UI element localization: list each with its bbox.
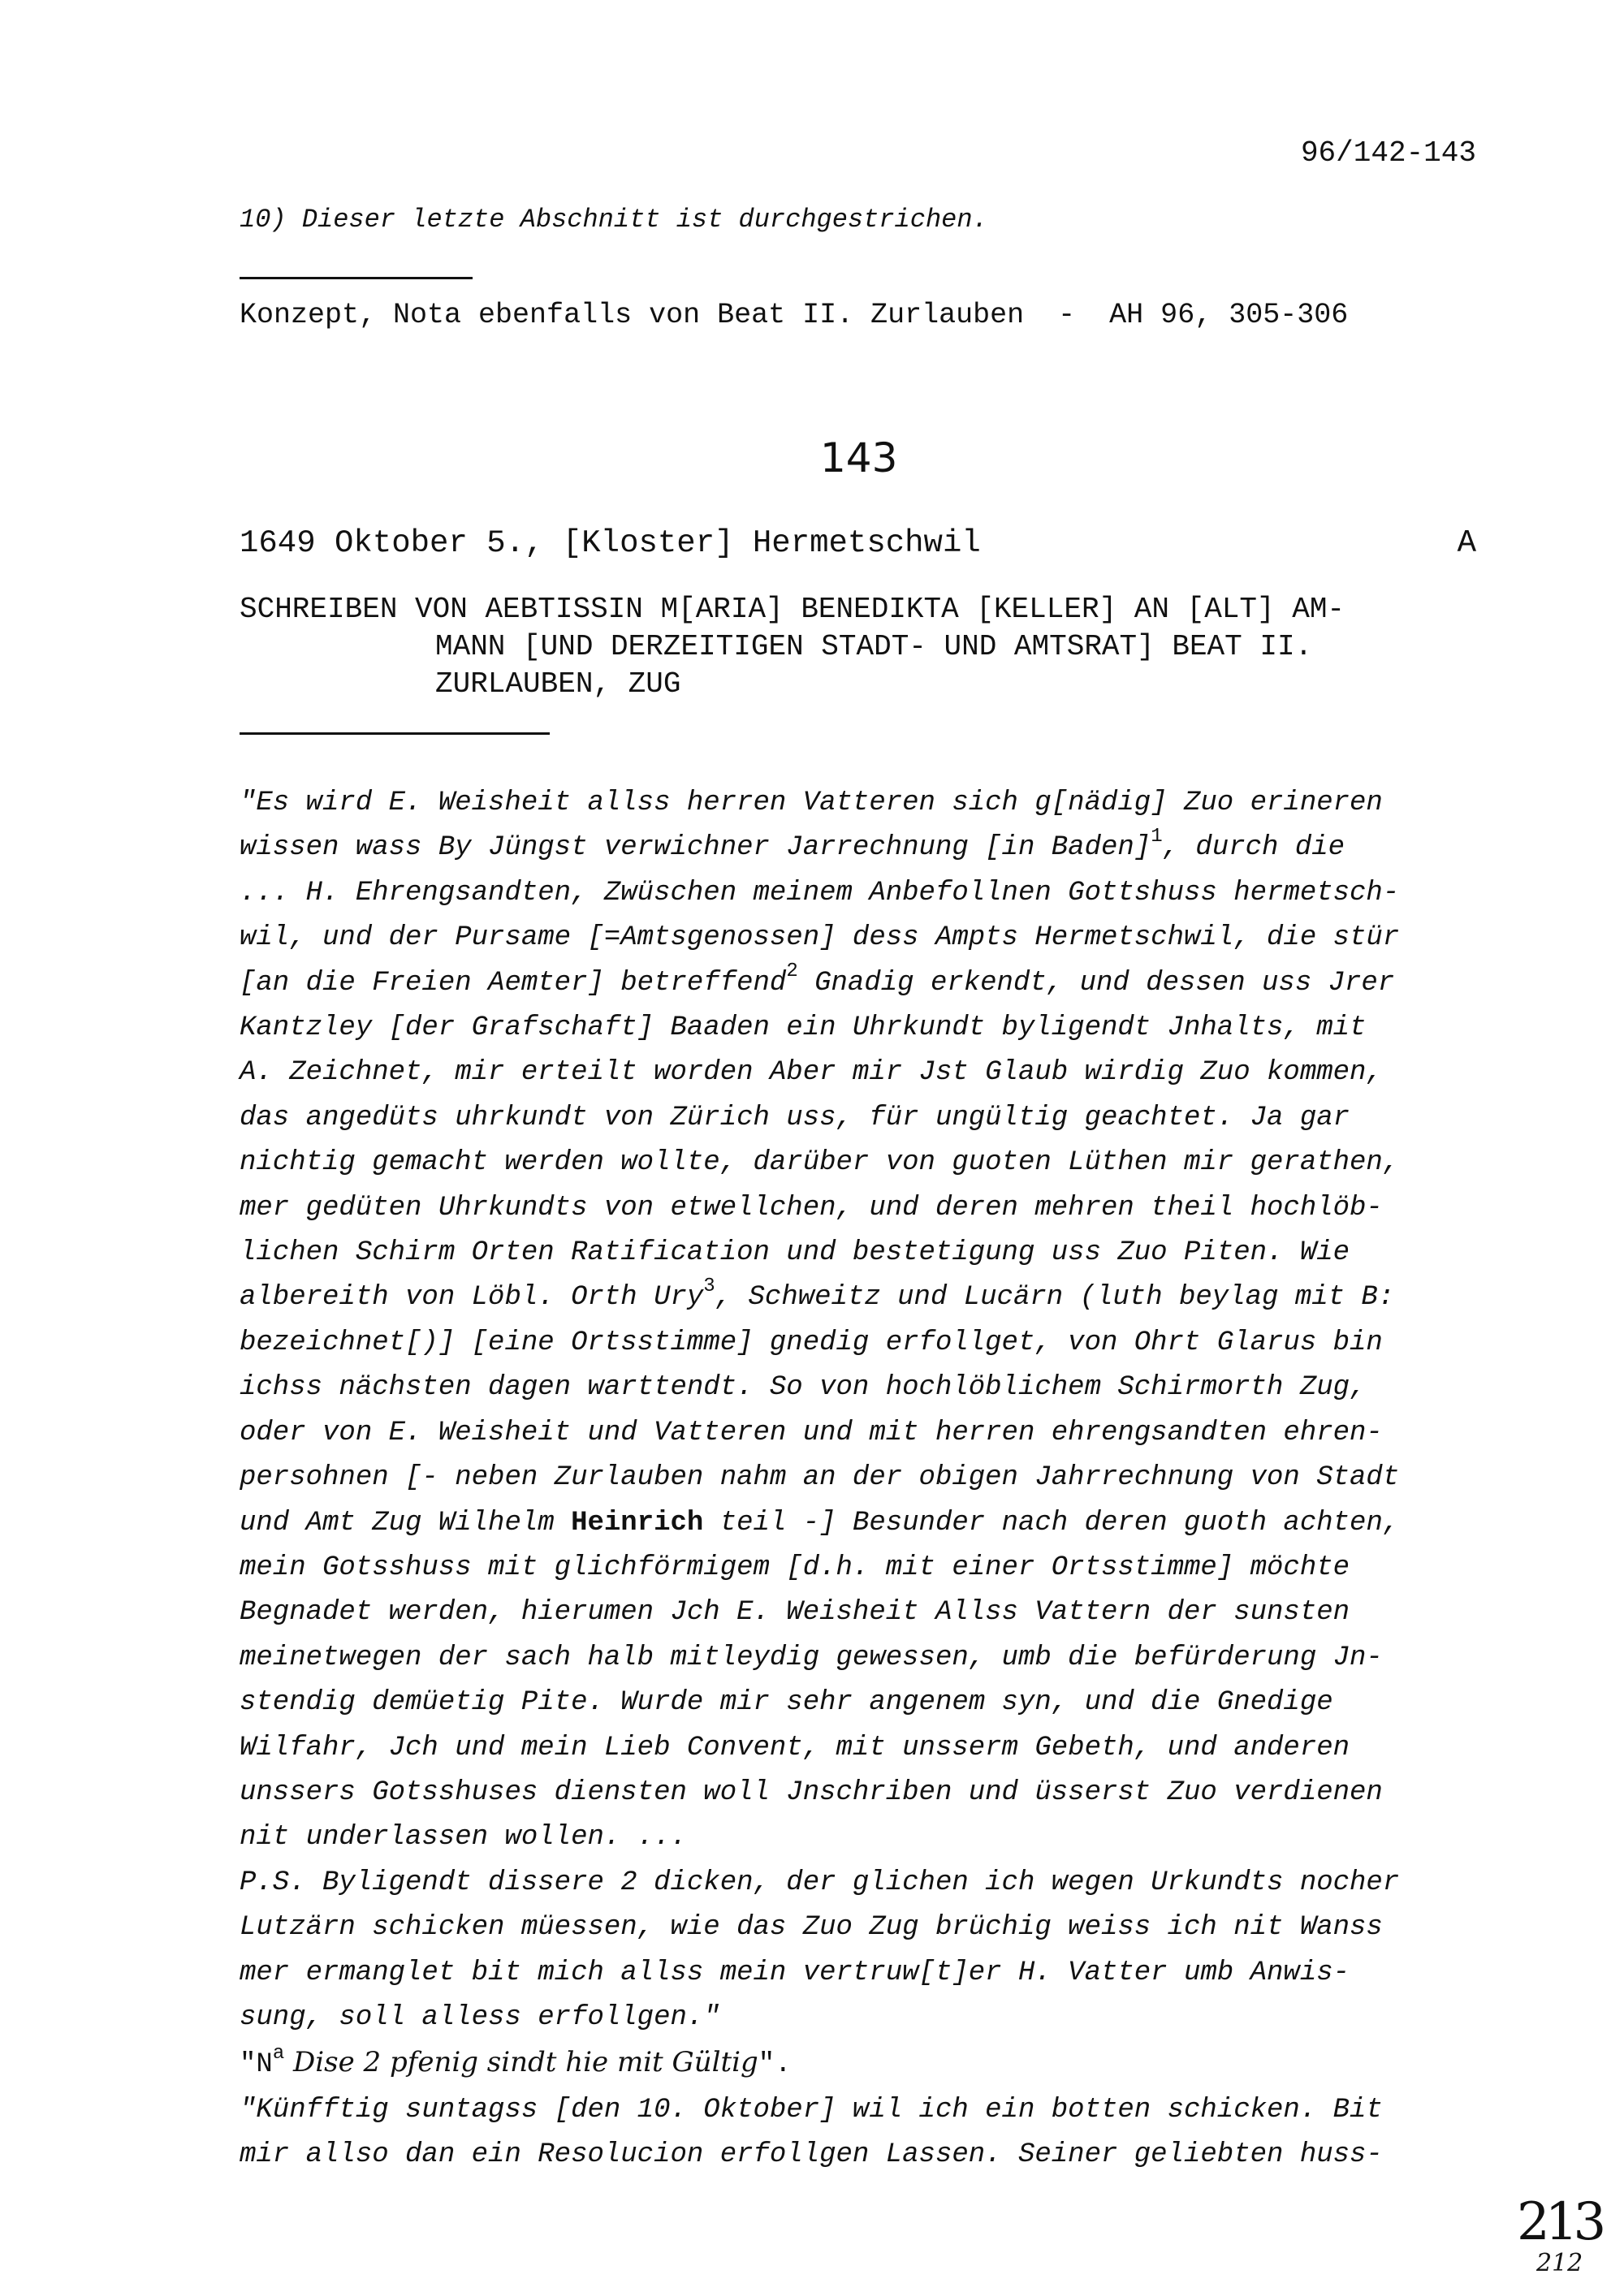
body-line: mir allso dan ein Resolucion erfollgen Lassen. Seiner geliebten huss- xyxy=(240,2139,1383,2171)
body-line: bezeichnet[)] [eine Ortsstimme] gnedig erfollget, von Ohrt Glarus bin xyxy=(240,1327,1383,1358)
body-line: A. Zeichnet, mir erteilt worden Aber mir Jst Glaub wirdig Zuo kommen, xyxy=(240,1057,1383,1089)
divider-short xyxy=(240,277,473,279)
body-line: wissen wass By Jüngst verwichner Jarrechnung [in Baden]$^1$, durch die xyxy=(240,826,1345,864)
body-line: persohnen [- neben Zurlauben nahm an der obigen Jahrrechnung von Stadt xyxy=(240,1462,1400,1494)
body-line: das angedüts uhrkundt von Zürich uss, für ungültig geachtet. Ja gar xyxy=(240,1102,1350,1133)
body-line: Kantzley [der Grafschaft] Baaden ein Uhrkundt byligendt Jnhalts, mit xyxy=(240,1012,1367,1044)
handwritten-note: Dise 2 pfenig sindt hie mit Gültig xyxy=(284,2046,758,2079)
body-line: mer ermanglet bit mich allss mein vertruw[t]er H. Vatter umb Anwis- xyxy=(240,1957,1350,1988)
document-reference: 96/142-143 xyxy=(1300,136,1476,170)
body-line: Begnadet werden, hierumen Jch E. Weisheit Allss Vattern der sunsten xyxy=(240,1597,1350,1629)
body-line: mein Gotsshuss mit glichförmigem [d.h. mit einer Ortsstimme] möchte xyxy=(240,1552,1350,1583)
document-heading xyxy=(240,591,1345,703)
body-line: P.S. Byligendt dissere 2 dicken, der glichen ich wegen Urkundts nocher xyxy=(240,1867,1400,1898)
body-line: "Künfftig suntagss [den 10. Oktober] wil ich ein botten schicken. Bit xyxy=(240,2094,1383,2126)
body-line: albereith von Löbl. Orth Ury$^3$, Schweitz und Lucärn (luth beylag mit B: xyxy=(240,1275,1395,1314)
heading-line: MANN [UND DERZEITIGEN STADT- UND AMTSRAT] BEAT II. xyxy=(435,630,1313,663)
body-line: stendig demüetig Pite. Wurde mir sehr angenem syn, und die Gnedige xyxy=(240,1687,1333,1719)
body-line: und Amt Zug Wilhelm Heinrich teil -] Besunder nach deren guoth achten, xyxy=(240,1507,1400,1539)
body-line: mer gedüten Uhrkundts von etwellchen, und deren mehren theil hochlöb- xyxy=(240,1192,1383,1224)
body-line: wil, und der Pursame [=Amtsgenossen] dess Ampts Hermetschwil, die stür xyxy=(240,922,1400,954)
body-line: [an die Freien Aemter] betreffend$^2$ Gnadig erkendt, und dessen uss Jrer xyxy=(240,960,1395,999)
body-line: "Es wird E. Weisheit allss herren Vatteren sich g[nädig] Zuo erineren xyxy=(240,788,1383,818)
body-line: nichtig gemacht werden wollte, darüber von guoten Lüthen mir gerathen, xyxy=(240,1147,1400,1179)
heading-line: SCHREIBEN VON AEBTISSIN M[ARIA] BENEDIKTA [KELLER] AN [ALT] AM- xyxy=(240,593,1345,626)
footnote-ref: 1 xyxy=(1151,826,1163,848)
footnote-ref: 3 xyxy=(703,1275,715,1298)
date-place-line: 1649 Oktober 5., [Kloster] Hermetschwil xyxy=(240,525,981,561)
body-line: nit underlassen wollen. ... xyxy=(240,1822,687,1854)
body-line: oder von E. Weisheit und Vatteren und mit herren ehrengsandten ehren- xyxy=(240,1417,1383,1448)
heading-line: ZURLAUBEN, ZUG xyxy=(435,667,681,701)
divider-heading xyxy=(240,732,550,735)
body-line: unssers Gotsshuses diensten woll Jnschriben und üsserst Zuo verdienen xyxy=(240,1776,1383,1808)
body-line: meinetwegen der sach halb mitleydig gewessen, umb die befürderung Jn- xyxy=(240,1642,1383,1673)
body-line: Lutzärn schicken müessen, wie das Zuo Zug brüchig weiss ich nit Wanss xyxy=(240,1912,1383,1944)
page-stamp-secondary: 212 xyxy=(1536,2249,1583,2277)
body-line: sung, soll alless erfollgen." xyxy=(240,2001,720,2033)
page-stamp: 213 xyxy=(1517,2192,1602,2252)
body-line: ... H. Ehrengsandten, Zwüschen meinem Anbefollnen Gottshuss hermetsch- xyxy=(240,877,1400,909)
bold-name: Heinrich xyxy=(571,1507,704,1539)
body-line: lichen Schirm Orten Ratification und bestetigung uss Zuo Piten. Wie xyxy=(240,1237,1350,1269)
superscript: a xyxy=(272,2043,285,2065)
letter-body xyxy=(240,781,1399,2178)
document-number: 143 xyxy=(820,434,898,481)
body-line: Wilfahr, Jch und mein Lieb Convent, mit unsserm Gebeth, und anderen xyxy=(240,1732,1350,1763)
document-letter: A xyxy=(1457,525,1476,561)
source-note: Konzept, Nota ebenfalls von Beat II. Zurlauben - AH 96, 305-306 xyxy=(240,299,1349,331)
body-line: ichss nächsten dagen warttendt. So von hochlöblichem Schirmorth Zug, xyxy=(240,1372,1367,1404)
footnote-text: 10) Dieser letzte Abschnitt ist durchgestrichen. xyxy=(240,205,988,235)
body-line: "$N^a$ Dise 2 pfenig sindt hie mit Gültig". xyxy=(240,2043,792,2081)
footnote-ref: 2 xyxy=(786,960,798,983)
